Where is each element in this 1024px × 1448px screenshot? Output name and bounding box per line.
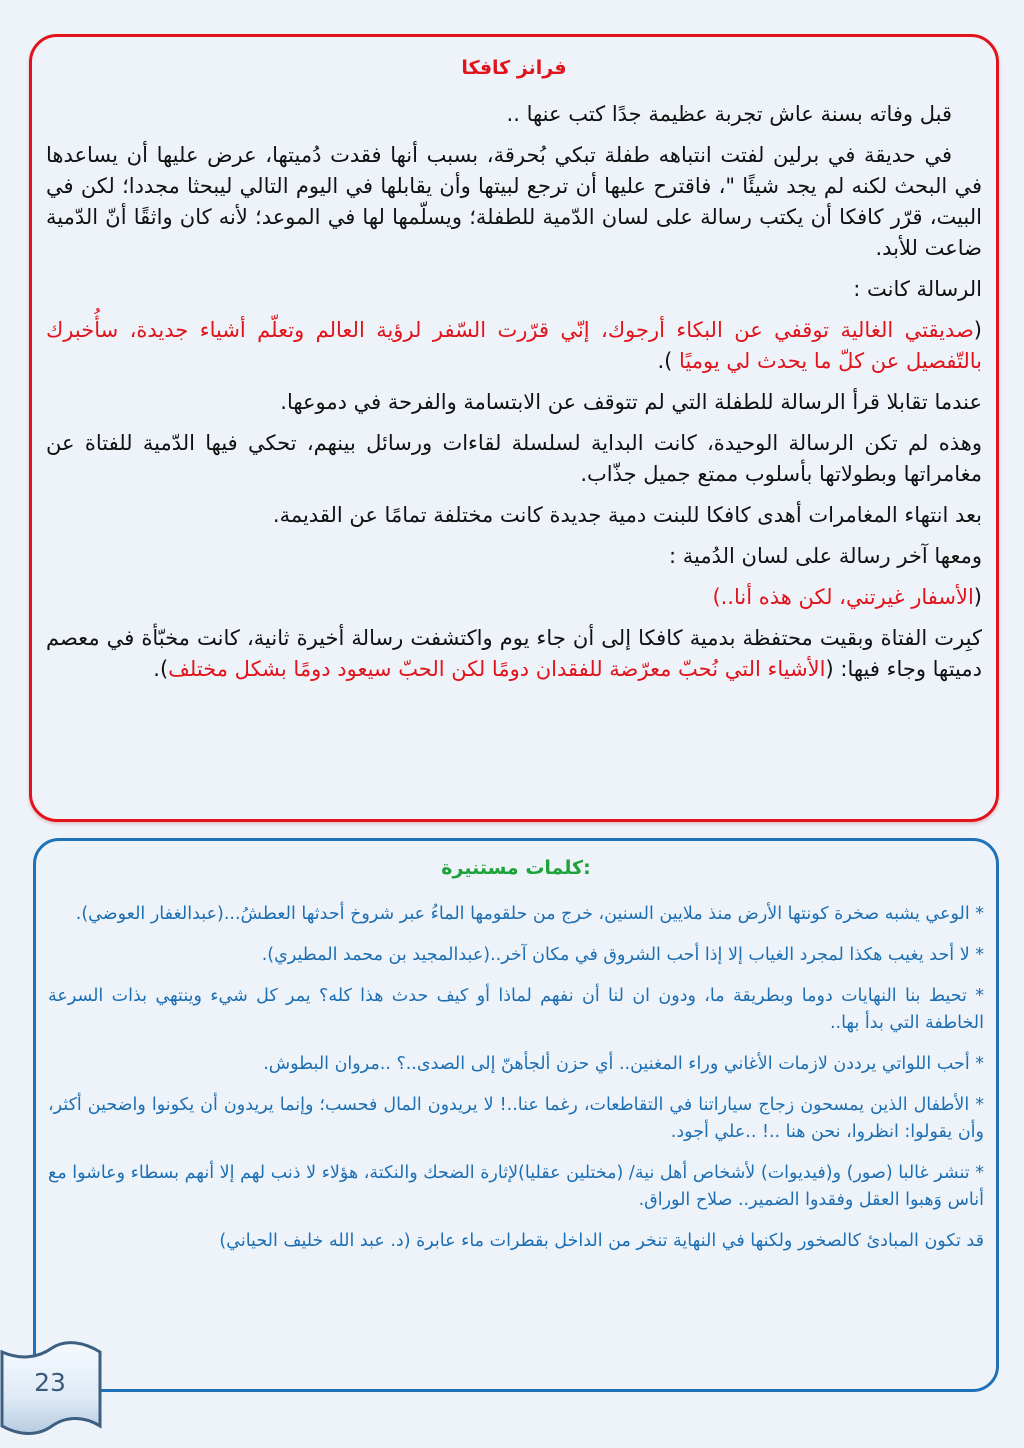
quotes-box [33,838,999,1392]
paragraph-text: ( [973,318,982,342]
page-number: 23 [34,1368,66,1397]
paragraph-text: الرسالة كانت : [853,277,982,301]
article-paragraph [46,541,982,572]
article-paragraph [46,428,982,490]
quoted-letter-text: الأسفار غيرتني، لكن هذه أنا..) [712,585,974,609]
paragraph-text: بعد انتهاء المغامرات أهدى كافكا للبنت دمية جديدة كانت مختلفة تمامًا عن القديمة. [272,503,982,527]
quoted-letter-text: الأشياء التي نُحبّ معرّضة للفقدان دومًا لكن الحبّ سيعود دومًا بشكل مختلف [168,657,826,681]
article-box [29,34,999,822]
paragraph-text: وهذه لم تكن الرسالة الوحيدة، كانت البداية لسلسلة لقاءات ورسائل بينهم، تحكي فيها الدّمية للفتاة عن مغامراتها وبطولاتها بأسلوب ممتع جميل جذّاب. [46,431,982,486]
paragraph-text: عندما تقابلا قرأ الرسالة للطفلة التي لم تتوقف عن الابتسامة والفرحة في دموعها. [280,390,982,414]
quotes-list [48,901,984,1269]
quote-item: * تنشر غالبا (صور) و(فيديوات) لأشخاص أهل نية/ (مختلين عقليا)لإثارة الضحك والنكتة، هؤلاء لا ذنب لهم إلا أنهم بسطاء وعاشوا مع أناس وَهبوا العقل وفقدوا الضمير.. صلاح الوراق. [48,1163,984,1210]
article-title: فرانز كافكا [461,57,567,79]
quotes-title: كلمات مستنيرة: [441,857,591,879]
quoted-letter-text: صديقتي الغالية توقفي عن البكاء أرجوك، إنّي قرّرت السّفر لرؤية العالم وتعلّم أشياء جديدة، سأُخبرك بالتّفصيل عن كلّ ما يحدث لي يوميًا [46,318,982,373]
article-paragraph [46,623,982,685]
quote-item: * تحيط بنا النهايات دوما وبطريقة ما، ودون ان لنا أن نفهم لماذا أو كيف حدث هذا كله؟ يمر كل شيء وينتهي بذات السرعة الخاطفة التي بدأ بها.. [48,986,984,1033]
paragraph-text: في حديقة في برلين لفتت انتباهه طفلة تبكي بُحرقة، بسبب أنها فقدت دُميتها، عرض عليها أن يساعدها في البحث لكنه لم يجد شيئًا "، فاقترح عليها أن ترجع لبيتها وأن يقابلها في اليوم التالي ليبحثا مجددا؛ لكن في البيت، قرّر كافكا أن يكتب رسالة على لسان الدّمية للطفلة؛ ويسلّمها لها في الموعد؛ لأنه كان واثقًا أنّ الدّمية ضاعت للأبد. [46,143,982,260]
paragraph-text: كبِرت الفتاة وبقيت محتفظة بدمية كافكا إلى أن جاء يوم واكتشفت رسالة أخيرة ثانية، كانت مخبّأة في معصم دميتها وجاء فيها: ( [46,626,982,681]
paragraph-text: ومعها آخر رسالة على لسان الدُمية : [669,544,982,568]
article-paragraph [46,99,982,130]
paragraph-text: قبل وفاته بسنة عاش تجربة عظيمة جدًا كتب عنها .. [506,102,952,126]
article-paragraph [46,500,982,531]
paragraph-text: ). [153,657,169,681]
article-paragraph [46,140,982,264]
quote-item: * أحب اللواتي يرددن لازمات الأغاني وراء المغنين.. أي حزن ألجأهنّ إلى الصدى..؟ ..مروان البطوش. [263,1054,984,1074]
article-paragraph [46,274,982,305]
article-paragraph [46,315,982,377]
article-paragraph [46,582,982,613]
quote-item: * لا أحد يغيب هكذا لمجرد الغياب إلا إذا أحب الشروق في مكان آخر..(عبدالمجيد بن محمد المطيري). [261,945,984,965]
quote-item: * الوعي يشبه صخرة كونتها الأرض منذ ملايين السنين، خرج من حلقومها الماءُ عبر شروخ أحدثها العطشُ...(عبدالغفار العوضي). [75,904,984,924]
paragraph-text: ( [973,585,982,609]
article-body [46,99,982,695]
article-paragraph [46,387,982,418]
quote-item: * الأطفال الذين يمسحون زجاج سياراتنا في التقاطعات، رغما عنا..! لا يريدون المال فحسب؛ وإنما يريدون أن يكونوا واضحين أكثر، وأن يقولوا: انظروا، نحن هنا ..! ..علي أجود. [48,1095,984,1142]
quote-item: قد تكون المبادئ كالصخور ولكنها في النهاية تنخر من الداخل بقطرات ماء عابرة (د. عبد الله خليف الحياني) [219,1231,984,1251]
paragraph-text: ). [657,349,673,373]
